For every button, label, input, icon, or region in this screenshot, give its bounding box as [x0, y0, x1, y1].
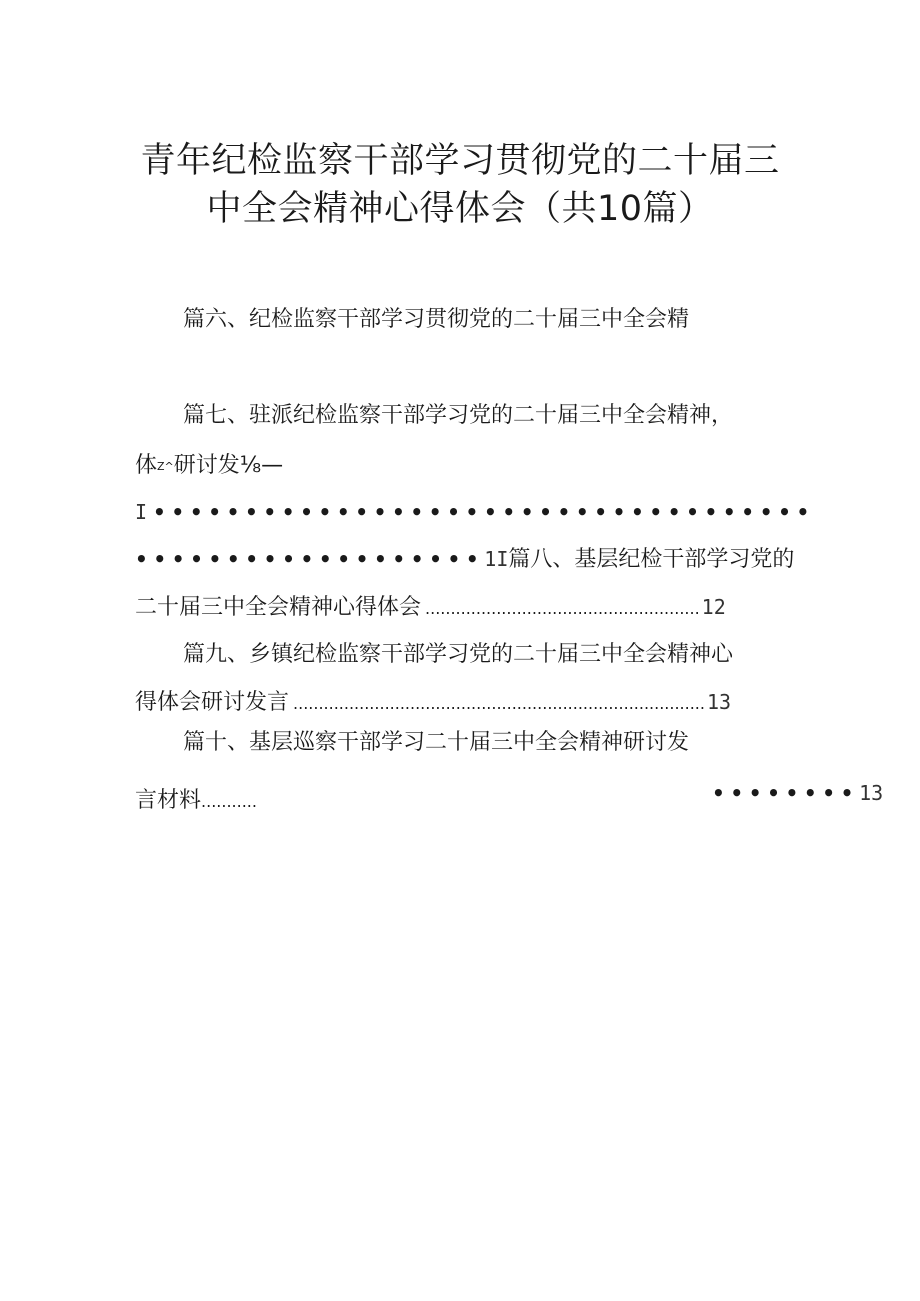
toc-item-10-title: 篇十、基层巡察干部学习二十届三中全会精神研讨发 [183, 730, 690, 755]
toc-item-10-line2[interactable] [135, 787, 257, 816]
toc-item-8-page: 12 [701, 595, 726, 619]
toc-item-7-title: 篇七、驻派纪检监察干部学习党的二十届三中全会精神， [183, 403, 734, 428]
toc-item-8-line2[interactable] [135, 593, 726, 623]
toc-item-10-title-cont: 言材料 [135, 788, 202, 813]
toc-item-9-page: 13 [706, 690, 732, 714]
toc-item-9-line2[interactable] [135, 688, 731, 718]
toc-item-7-line3 [135, 498, 815, 527]
toc-item-10-line1[interactable] [183, 729, 689, 757]
toc-item-10-page: 13 [859, 781, 884, 805]
document-title-line1: 青年纪检监察干部学习贯彻党的二十届三 [140, 141, 780, 181]
toc-item-6-text: 篇六、纪检监察干部学习贯彻党的二十届三中全会精 [183, 307, 690, 332]
toc-item-10-leader-dots-small: ........... [201, 792, 257, 811]
toc-item-7-page: 1I [484, 547, 509, 571]
toc-item-7-line2-a: 体 [135, 453, 158, 478]
toc-item-7-line1[interactable] [183, 402, 733, 430]
toc-item-8-line1[interactable] [135, 545, 794, 574]
toc-item-7-line2-small: Z^ [157, 460, 174, 473]
toc-item-7-leader-dots-2: ••••••••••••••••••• [135, 547, 485, 571]
toc-item-9-title: 篇九、乡镇纪检监察干部学习党的二十届三中全会精神心 [183, 642, 734, 667]
toc-item-7-line2 [135, 452, 283, 481]
document-title-line2: 中全会精神心得体会（共10篇） [206, 189, 714, 229]
toc-item-8-leader-dots: ...................................................... [425, 599, 700, 618]
toc-item-7-line2-b: 研讨发⅛— [173, 453, 284, 478]
toc-item-9-line1[interactable] [183, 641, 733, 669]
toc-item-7-leader-dots: •••••••••••••••••••••••••••••••••••• [153, 500, 815, 524]
toc-item-10-leader-dots-big: •••••••• [712, 781, 860, 805]
toc-item-8-title-cont: 二十届三中全会精神心得体会 [135, 595, 422, 620]
toc-item-7-mark: I [135, 500, 148, 524]
toc-item-9-leader-dots: ................................................................................. [293, 694, 705, 713]
toc-item-10-page-area [712, 779, 883, 808]
toc-item-6[interactable] [183, 306, 689, 334]
toc-item-9-title-cont: 得体会研讨发言 [135, 690, 290, 715]
toc-item-8-title: 篇八、基层纪检干部学习党的 [508, 547, 795, 572]
